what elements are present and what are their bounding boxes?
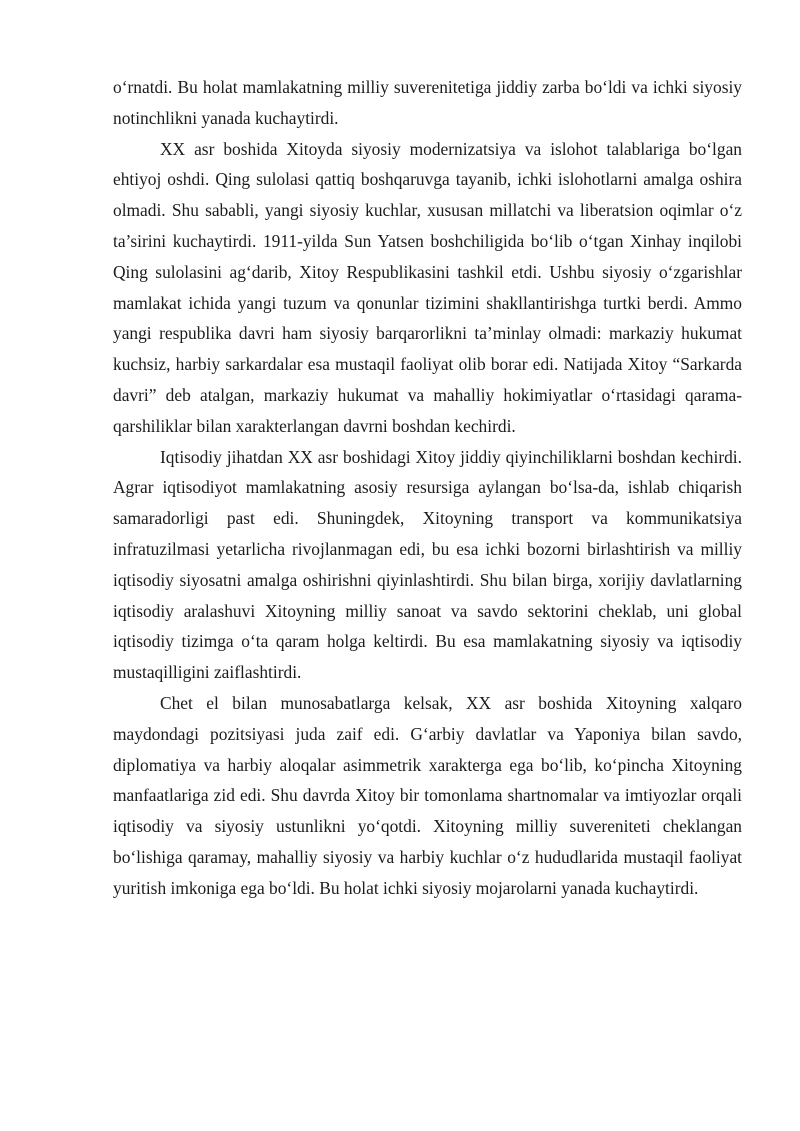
paragraph-economic-situation: Iqtisodiy jihatdan XX asr boshidagi Xitoy jiddiy qiyinchiliklarni boshdan kechirdi. Agrar iqtisodiyot mamlakatning asosiy resursiga aylangan bo‘lsa-da, ishlab chiqarish samaradorligi past edi. Shuningdek, Xitoyning transport va kommunikatsiya infratuzilmasi yetarlicha rivojlanmagan edi, bu esa ichki bozorni birlashtirish va milliy iqtisodiy siyosatni amalga oshirishni qiyinlashtirdi. Shu bilan birga, xorijiy davlatlarning iqtisodiy aralashuvi Xitoyning milliy sanoat va savdo sektorini cheklab, uni global iqtisodiy tizimga o‘ta qaram holga keltirdi. Bu esa mamlakatning siyosiy va iqtisodiy mustaqilligini zaiflashtirdi. (113, 446, 742, 683)
document-body (113, 72, 742, 904)
paragraph-foreign-relations: Chet el bilan munosabatlarga kelsak, XX asr boshida Xitoyning xalqaro maydondagi pozitsiyasi juda zaif edi. G‘arbiy davlatlar va Yaponiya bilan savdo, diplomatiya va harbiy aloqalar asimmetrik xarakterga ega bo‘lib, ko‘pincha Xitoyning manfaatlariga zid edi. Shu davrda Xitoy bir tomonlama shartnomalar va imtiyozlar orqali iqtisodiy va siyosiy ustunlikni yo‘qotdi. Xitoyning milliy suvereniteti cheklangan bo‘lishiga qaramay, mahalliy siyosiy va harbiy kuchlar o‘z hududlarida mustaqil faoliyat yuritish imkoniga ega bo‘ldi. Bu holat ichki siyosiy mojarolarni yanada kuchaytirdi. (113, 692, 742, 898)
paragraph-political-modernization: XX asr boshida Xitoyda siyosiy modernizatsiya va islohot talablariga bo‘lgan ehtiyoj oshdi. Qing sulolasi qattiq boshqaruvga tayanib, ichki islohotlarni amalga oshira olmadi. Shu sababli, yangi siyosiy kuchlar, xususan millatchi va liberatsion oqimlar o‘z ta’sirini kuchaytirdi. 1911-yilda Sun Yatsen boshchiligida bo‘lib o‘tgan Xinhay inqilobi Qing sulolasini ag‘darib, Xitoy Respublikasini tashkil etdi. Ushbu siyosiy o‘zgarishlar mamlakat ichida yangi tuzum va qonunlar tizimini shakllantirishga turtki berdi. Ammo yangi respublika davri ham siyosiy barqarorlikni ta’minlay olmadi: markaziy hukumat kuchsiz, harbiy sarkardalar esa mustaqil faoliyat olib borar edi. Natijada Xitoy “Sarkarda davri” deb atalgan, markaziy hukumat va mahalliy hokimiyatlar o‘rtasidagi qarama-qarshiliklar bilan xarakterlangan davrni boshdan kechirdi. (113, 138, 742, 436)
paragraph-continuation: o‘rnatdi. Bu holat mamlakatning milliy suverenitetiga jiddiy zarba bo‘ldi va ichki siyosiy notinchlikni yanada kuchaytirdi. (113, 77, 742, 128)
